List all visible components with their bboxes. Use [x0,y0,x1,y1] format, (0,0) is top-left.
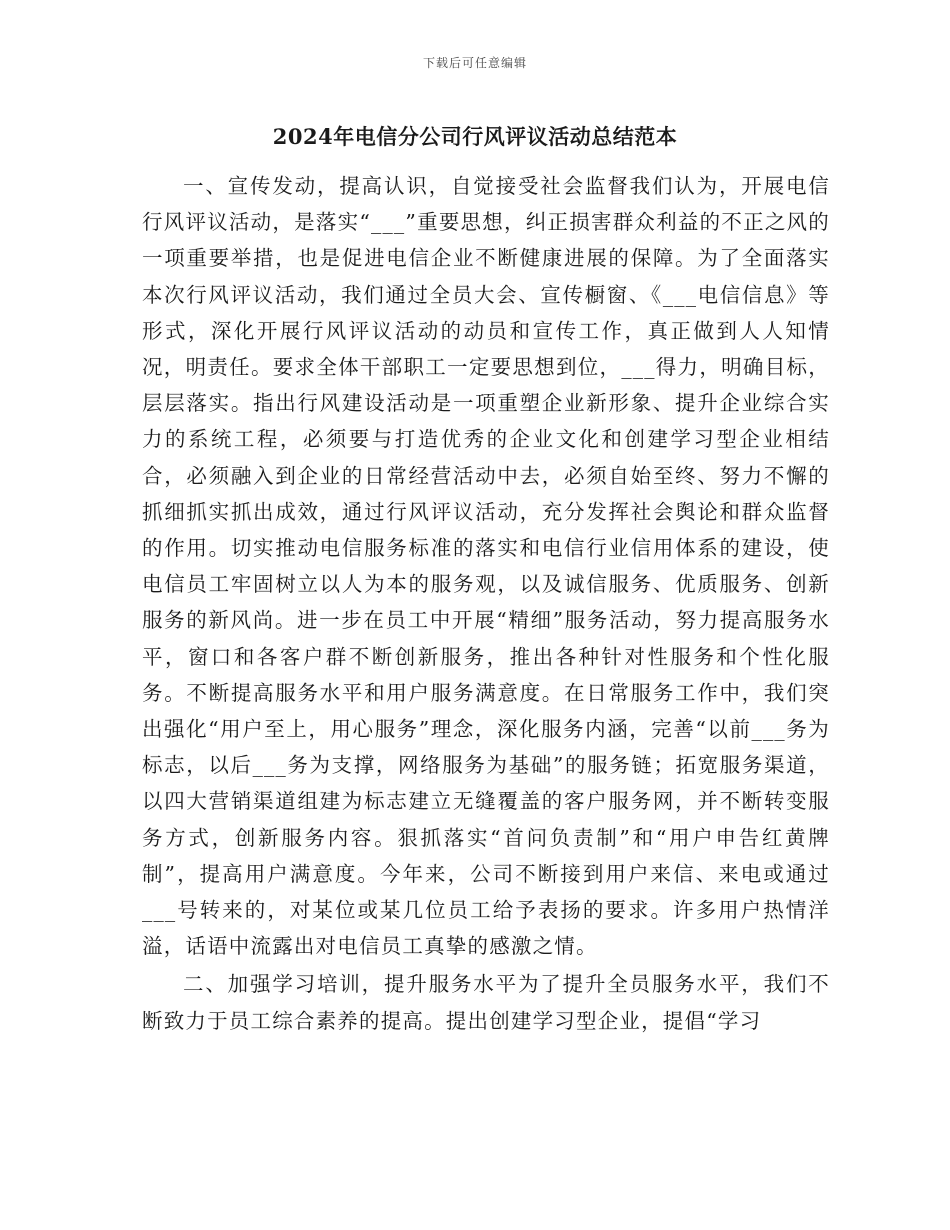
paragraph-1: 一、宣传发动，提高认识，自觉接受社会监督我们认为，开展电信行风评议活动，是落实“___”重要思想，纠正损害群众利益的不正之风的一项重要举措，也是促进电信企业不断健康进展的保障。为了全面落实本次行风评议活动，我们通过全员大会、宣传橱窗、《___电信信息》等形式，深化开展行风评议活动的动员和宣传工作，真正做到人人知情况，明责任。要求全体干部职工一定要思想到位，___得力，明确目标，层层落实。指出行风建设活动是一项重塑企业新形象、提升企业综合实力的系统工程，必须要与打造优秀的企业文化和创建学习型企业相结合，必须融入到企业的日常经营活动中去，必须自始至终、努力不懈的抓细抓实抓出成效，通过行风评议活动，充分发挥社会舆论和群众监督的作用。切实推动电信服务标准的落实和电信行业信用体系的建设，使电信员工牢固树立以人为本的服务观，以及诚信服务、优质服务、创新服务的新风尚。进一步在员工中开展“精细”服务活动，努力提高服务水平，窗口和各客户群不断创新服务，推出各种针对性服务和个性化服务。不断提高服务水平和用户服务满意度。在日常服务工作中，我们突出强化“用户至上，用心服务”理念，深化服务内涵，完善“以前___务为标志，以后___务为支撑，网络服务为基础”的服务链；拓宽服务渠道，以四大营销渠道组建为标志建立无缝覆盖的客户服务网，并不断转变服务方式，创新服务内容。狠抓落实“首问负责制”和“用户申告红黄牌制”，提高用户满意度。今年来，公司不断接到用户来信、来电或通过___号转来的，对某位或某几位员工给予表扬的要求。许多用户热情洋溢，话语中流露出对电信员工真挚的感激之情。 [142,174,830,959]
header-note: 下载后可任意编辑 [422,56,527,70]
document-body [142,168,830,1039]
paragraph-2: 二、加强学习培训，提升服务水平为了提升全员服务水平，我们不断致力于员工综合素养的提高。提出创建学习型企业，提倡“学习 [142,972,830,1033]
document-title: 2024年电信分公司行风评议活动总结范本 [272,124,678,149]
